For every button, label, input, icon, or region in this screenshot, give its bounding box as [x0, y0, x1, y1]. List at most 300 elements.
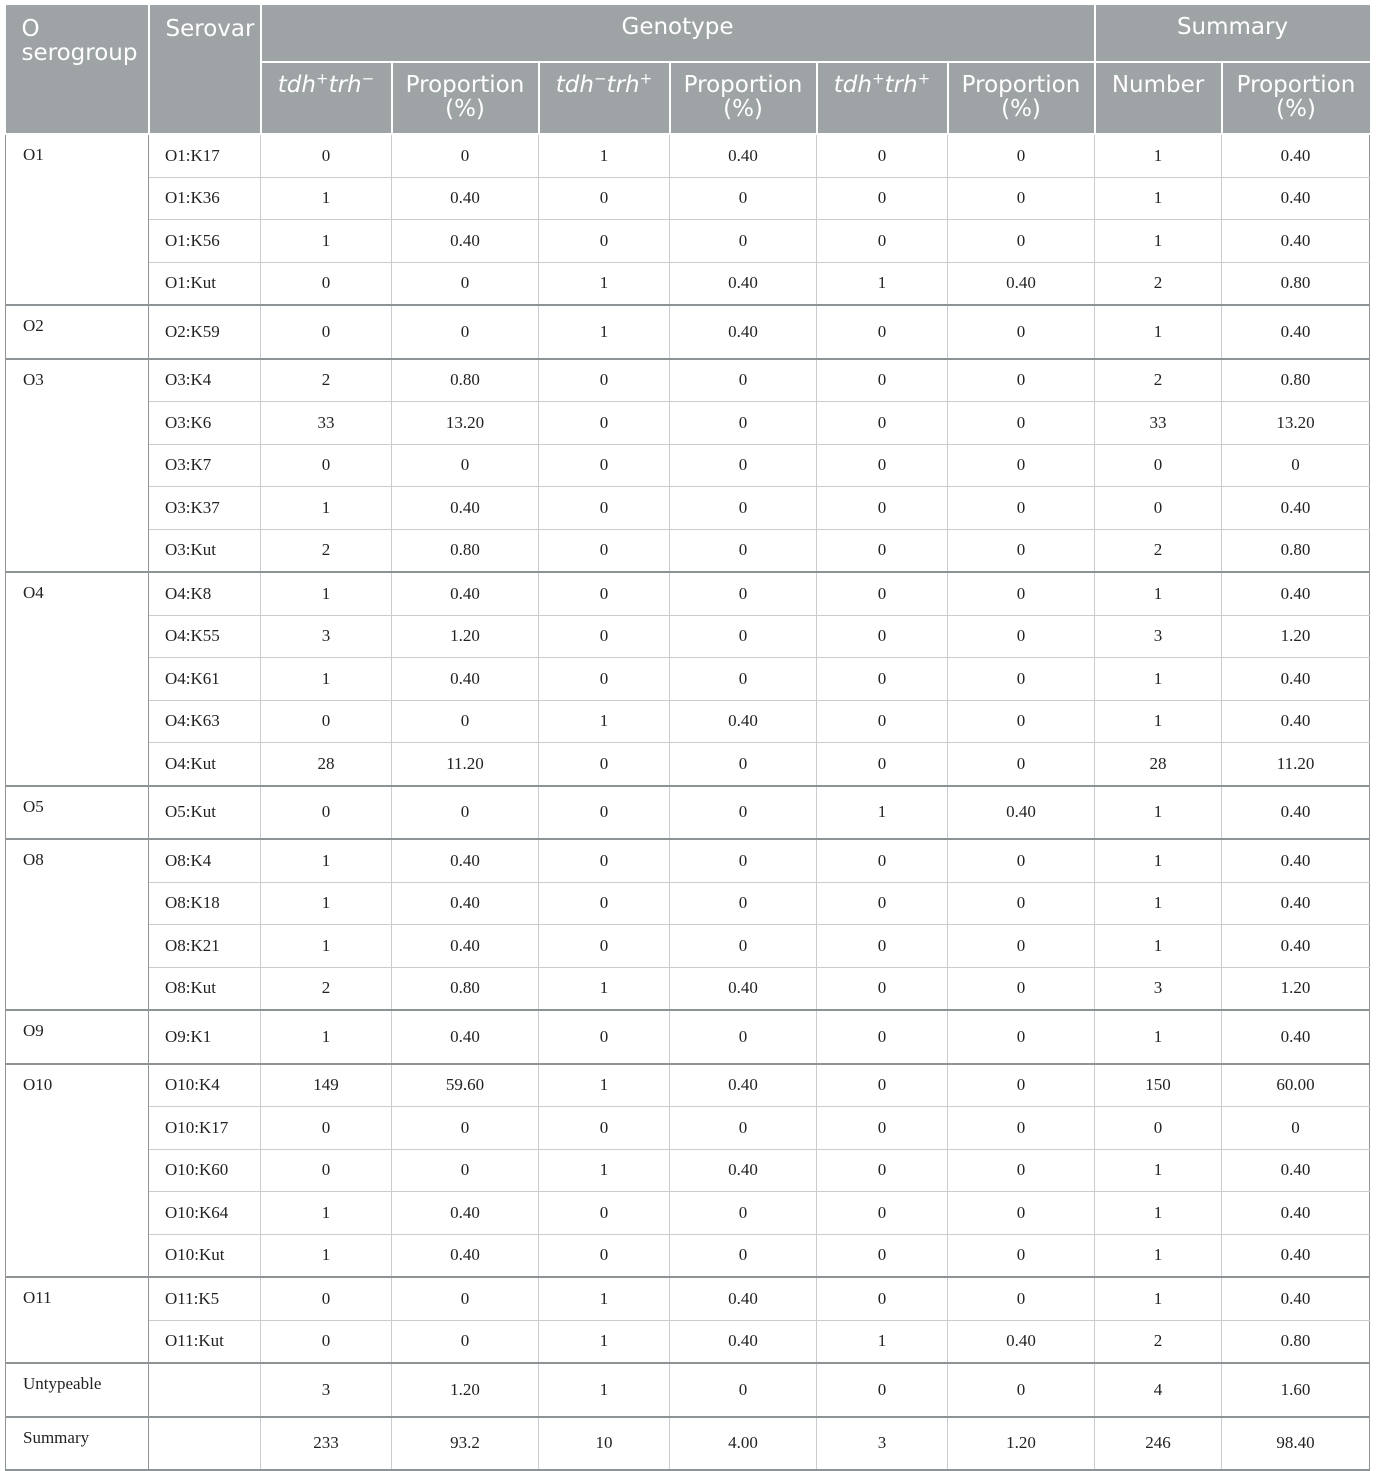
cell-proportion: 0.40 — [392, 572, 539, 615]
header-genotype: Genotype — [261, 5, 1095, 62]
cell-tdh-plus-trh-plus: 0 — [817, 615, 948, 658]
cell-tdh-minus-trh-plus: 0 — [539, 743, 670, 786]
cell-proportion: 0 — [948, 1234, 1095, 1277]
cell-tdh-plus-trh-plus: 0 — [817, 359, 948, 402]
header-proportion: Proportion (%) — [1222, 62, 1370, 134]
cell-tdh-plus-trh-minus: 1 — [261, 839, 392, 882]
cell-summary-number: 0 — [1095, 444, 1222, 487]
cell-tdh-plus-trh-plus: 1 — [817, 1320, 948, 1363]
cell-summary-proportion: 60.00 — [1222, 1064, 1370, 1107]
cell-summary-proportion: 0.80 — [1222, 1320, 1370, 1363]
cell-proportion: 0 — [392, 262, 539, 305]
genotype-sup2: − — [361, 69, 375, 88]
cell-tdh-plus-trh-minus: 0 — [261, 1107, 392, 1150]
cell-tdh-minus-trh-plus: 0 — [539, 786, 670, 840]
cell-tdh-minus-trh-plus: 0 — [539, 839, 670, 882]
cell-serovar: O5:Kut — [149, 786, 261, 840]
cell-tdh-plus-trh-minus: 1 — [261, 487, 392, 530]
cell-proportion: 0.40 — [392, 1010, 539, 1064]
cell-tdh-plus-trh-plus: 0 — [817, 305, 948, 359]
cell-summary-proportion: 0.40 — [1222, 305, 1370, 359]
cell-proportion: 0 — [392, 134, 539, 177]
table-row — [6, 487, 1370, 530]
genotype-sup1: + — [315, 69, 329, 88]
cell-proportion: 0 — [948, 700, 1095, 743]
cell-proportion: 0 — [948, 529, 1095, 572]
cell-summary-number: 1 — [1095, 925, 1222, 968]
cell-proportion: 93.2 — [392, 1417, 539, 1471]
cell-summary-proportion: 13.20 — [1222, 402, 1370, 445]
table-row — [6, 1149, 1370, 1192]
cell-proportion: 0.80 — [392, 967, 539, 1010]
cell-summary-number: 2 — [1095, 359, 1222, 402]
cell-proportion: 0 — [670, 786, 817, 840]
cell-proportion: 0 — [948, 1010, 1095, 1064]
table-row — [6, 1277, 1370, 1320]
table-row — [6, 402, 1370, 445]
cell-tdh-minus-trh-plus: 10 — [539, 1417, 670, 1471]
cell-tdh-minus-trh-plus: 1 — [539, 134, 670, 177]
cell-tdh-plus-trh-minus: 0 — [261, 1277, 392, 1320]
cell-tdh-plus-trh-minus: 1 — [261, 925, 392, 968]
cell-o-serogroup: O9 — [6, 1010, 149, 1064]
cell-summary-number: 28 — [1095, 743, 1222, 786]
cell-tdh-plus-trh-minus: 2 — [261, 359, 392, 402]
cell-proportion: 1.20 — [948, 1417, 1095, 1471]
cell-tdh-plus-trh-minus: 2 — [261, 529, 392, 572]
cell-o-serogroup: Summary — [6, 1417, 149, 1471]
table-row — [6, 882, 1370, 925]
cell-summary-number: 2 — [1095, 262, 1222, 305]
table-row — [6, 615, 1370, 658]
cell-serovar: O11:K5 — [149, 1277, 261, 1320]
cell-serovar: O4:K8 — [149, 572, 261, 615]
cell-serovar: O4:K63 — [149, 700, 261, 743]
cell-tdh-plus-trh-plus: 0 — [817, 658, 948, 701]
cell-proportion: 0.40 — [670, 967, 817, 1010]
cell-proportion: 0 — [670, 359, 817, 402]
cell-proportion: 0 — [948, 925, 1095, 968]
cell-tdh-plus-trh-minus: 0 — [261, 1149, 392, 1192]
cell-tdh-plus-trh-minus: 233 — [261, 1417, 392, 1471]
cell-serovar: O10:K64 — [149, 1192, 261, 1235]
cell-proportion: 0.40 — [392, 925, 539, 968]
cell-tdh-minus-trh-plus: 0 — [539, 882, 670, 925]
header-summary: Summary — [1095, 5, 1370, 62]
header-genotype-tdh-minus-trh-plus — [539, 62, 670, 134]
cell-serovar: O3:Kut — [149, 529, 261, 572]
cell-tdh-plus-trh-plus: 1 — [817, 786, 948, 840]
cell-proportion: 0 — [670, 177, 817, 220]
cell-tdh-minus-trh-plus: 0 — [539, 220, 670, 263]
cell-summary-proportion: 0.40 — [1222, 925, 1370, 968]
cell-proportion: 0 — [670, 529, 817, 572]
table-row — [6, 359, 1370, 402]
cell-o-serogroup: O5 — [6, 786, 149, 840]
cell-proportion: 0.40 — [670, 134, 817, 177]
cell-tdh-plus-trh-minus: 0 — [261, 134, 392, 177]
cell-proportion: 0.80 — [392, 529, 539, 572]
cell-proportion: 0 — [948, 1277, 1095, 1320]
table-row — [6, 1064, 1370, 1107]
cell-summary-proportion: 0.40 — [1222, 786, 1370, 840]
cell-proportion: 0 — [948, 402, 1095, 445]
cell-proportion: 0.40 — [392, 1234, 539, 1277]
cell-tdh-plus-trh-plus: 0 — [817, 1192, 948, 1235]
cell-proportion: 0 — [948, 359, 1095, 402]
cell-tdh-minus-trh-plus: 0 — [539, 1234, 670, 1277]
cell-summary-number: 1 — [1095, 700, 1222, 743]
cell-proportion: 0 — [670, 402, 817, 445]
cell-tdh-plus-trh-minus: 1 — [261, 1010, 392, 1064]
cell-tdh-plus-trh-plus: 0 — [817, 529, 948, 572]
cell-proportion: 0 — [948, 658, 1095, 701]
cell-proportion: 0 — [948, 1064, 1095, 1107]
cell-tdh-minus-trh-plus: 0 — [539, 925, 670, 968]
cell-summary-proportion: 0.80 — [1222, 529, 1370, 572]
cell-tdh-plus-trh-plus: 0 — [817, 220, 948, 263]
cell-proportion: 0 — [670, 444, 817, 487]
cell-summary-proportion: 0.40 — [1222, 220, 1370, 263]
cell-tdh-minus-trh-plus: 1 — [539, 1363, 670, 1417]
cell-summary-proportion: 0.40 — [1222, 700, 1370, 743]
table-row — [6, 1320, 1370, 1363]
cell-tdh-plus-trh-minus: 0 — [261, 1320, 392, 1363]
cell-tdh-plus-trh-plus: 0 — [817, 1064, 948, 1107]
cell-serovar: O8:K18 — [149, 882, 261, 925]
cell-serovar: O1:K36 — [149, 177, 261, 220]
cell-proportion: 0 — [392, 305, 539, 359]
cell-tdh-plus-trh-minus: 1 — [261, 220, 392, 263]
cell-summary-number: 3 — [1095, 615, 1222, 658]
cell-proportion: 0 — [392, 1107, 539, 1150]
cell-o-serogroup: Untypeable — [6, 1363, 149, 1417]
cell-proportion: 0.40 — [948, 262, 1095, 305]
cell-serovar: O4:K55 — [149, 615, 261, 658]
cell-proportion: 0 — [948, 743, 1095, 786]
cell-summary-proportion: 0.40 — [1222, 1192, 1370, 1235]
table-row — [6, 839, 1370, 882]
cell-proportion: 0 — [948, 444, 1095, 487]
cell-o-serogroup: O3 — [6, 359, 149, 573]
cell-tdh-plus-trh-minus: 149 — [261, 1064, 392, 1107]
cell-tdh-minus-trh-plus: 0 — [539, 444, 670, 487]
cell-tdh-plus-trh-plus: 0 — [817, 743, 948, 786]
table-row — [6, 743, 1370, 786]
cell-proportion: 0.40 — [392, 882, 539, 925]
cell-summary-number: 33 — [1095, 402, 1222, 445]
header-serovar: Serovar — [149, 5, 261, 134]
cell-proportion: 0.40 — [392, 177, 539, 220]
cell-summary-proportion: 0.40 — [1222, 658, 1370, 701]
cell-summary-proportion: 0.40 — [1222, 487, 1370, 530]
cell-tdh-plus-trh-minus: 1 — [261, 572, 392, 615]
cell-serovar: O2:K59 — [149, 305, 261, 359]
cell-serovar: O9:K1 — [149, 1010, 261, 1064]
genotype-base1: tdh — [555, 72, 594, 98]
genotype-base1: tdh — [277, 72, 316, 98]
cell-serovar: O10:Kut — [149, 1234, 261, 1277]
cell-proportion: 13.20 — [392, 402, 539, 445]
cell-summary-proportion: 0.40 — [1222, 1010, 1370, 1064]
cell-proportion: 0 — [670, 1192, 817, 1235]
cell-summary-number: 1 — [1095, 658, 1222, 701]
cell-tdh-minus-trh-plus: 0 — [539, 1192, 670, 1235]
cell-proportion: 0.40 — [670, 1277, 817, 1320]
cell-tdh-plus-trh-plus: 0 — [817, 134, 948, 177]
cell-summary-proportion: 0 — [1222, 444, 1370, 487]
cell-proportion: 0 — [670, 882, 817, 925]
table-row — [6, 1234, 1370, 1277]
cell-summary-number: 1 — [1095, 1192, 1222, 1235]
cell-tdh-plus-trh-minus: 28 — [261, 743, 392, 786]
cell-tdh-plus-trh-minus: 1 — [261, 658, 392, 701]
cell-tdh-plus-trh-plus: 0 — [817, 487, 948, 530]
cell-proportion: 0 — [392, 786, 539, 840]
table-row — [6, 925, 1370, 968]
cell-tdh-minus-trh-plus: 0 — [539, 615, 670, 658]
cell-proportion: 0 — [670, 1234, 817, 1277]
cell-serovar: O10:K17 — [149, 1107, 261, 1150]
cell-tdh-minus-trh-plus: 0 — [539, 572, 670, 615]
table-row — [6, 177, 1370, 220]
cell-tdh-plus-trh-plus: 0 — [817, 839, 948, 882]
cell-summary-number: 1 — [1095, 220, 1222, 263]
cell-proportion: 0 — [948, 839, 1095, 882]
cell-summary-number: 1 — [1095, 786, 1222, 840]
cell-serovar: O8:K4 — [149, 839, 261, 882]
cell-o-serogroup: O2 — [6, 305, 149, 359]
cell-proportion: 0 — [948, 134, 1095, 177]
cell-tdh-plus-trh-plus: 0 — [817, 967, 948, 1010]
header-genotype-tdh-plus-trh-minus — [261, 62, 392, 134]
header-proportion: Proportion (%) — [948, 62, 1095, 134]
cell-serovar: O10:K60 — [149, 1149, 261, 1192]
cell-serovar — [149, 1417, 261, 1471]
cell-o-serogroup: O10 — [6, 1064, 149, 1278]
cell-tdh-minus-trh-plus: 1 — [539, 1277, 670, 1320]
cell-proportion: 0.40 — [670, 1149, 817, 1192]
cell-summary-proportion: 1.20 — [1222, 615, 1370, 658]
header-proportion: Proportion (%) — [392, 62, 539, 134]
header-proportion: Proportion (%) — [670, 62, 817, 134]
cell-o-serogroup: O4 — [6, 572, 149, 786]
cell-summary-number: 1 — [1095, 882, 1222, 925]
genotype-sup1: + — [871, 69, 885, 88]
cell-proportion: 4.00 — [670, 1417, 817, 1471]
cell-summary-proportion: 0.40 — [1222, 1149, 1370, 1192]
cell-proportion: 1.20 — [392, 1363, 539, 1417]
table-row — [6, 529, 1370, 572]
table-row — [6, 134, 1370, 177]
cell-summary-number: 1 — [1095, 1234, 1222, 1277]
cell-proportion: 0.40 — [670, 700, 817, 743]
cell-proportion: 0 — [948, 1192, 1095, 1235]
cell-summary-proportion: 0 — [1222, 1107, 1370, 1150]
cell-summary-proportion: 0.40 — [1222, 134, 1370, 177]
cell-tdh-plus-trh-plus: 0 — [817, 1149, 948, 1192]
cell-proportion: 0.40 — [392, 658, 539, 701]
cell-tdh-plus-trh-minus: 1 — [261, 177, 392, 220]
cell-tdh-plus-trh-plus: 0 — [817, 444, 948, 487]
table-row — [6, 262, 1370, 305]
cell-serovar: O3:K6 — [149, 402, 261, 445]
cell-tdh-minus-trh-plus: 1 — [539, 967, 670, 1010]
genotype-base1: tdh — [833, 72, 872, 98]
cell-tdh-minus-trh-plus: 0 — [539, 402, 670, 445]
cell-summary-number: 4 — [1095, 1363, 1222, 1417]
header-number: Number — [1095, 62, 1222, 134]
cell-tdh-minus-trh-plus: 0 — [539, 177, 670, 220]
cell-summary-number: 1 — [1095, 839, 1222, 882]
cell-proportion: 11.20 — [392, 743, 539, 786]
cell-proportion: 0.40 — [392, 487, 539, 530]
cell-proportion: 0 — [392, 700, 539, 743]
cell-tdh-plus-trh-plus: 1 — [817, 262, 948, 305]
table-row — [6, 220, 1370, 263]
cell-proportion: 0 — [670, 487, 817, 530]
cell-proportion: 0 — [948, 967, 1095, 1010]
cell-proportion: 0 — [948, 177, 1095, 220]
cell-tdh-minus-trh-plus: 1 — [539, 700, 670, 743]
cell-summary-number: 0 — [1095, 1107, 1222, 1150]
cell-summary-number: 1 — [1095, 177, 1222, 220]
cell-summary-number: 3 — [1095, 967, 1222, 1010]
cell-summary-proportion: 98.40 — [1222, 1417, 1370, 1471]
cell-tdh-plus-trh-plus: 0 — [817, 1277, 948, 1320]
cell-serovar: O1:Kut — [149, 262, 261, 305]
cell-summary-proportion: 0.40 — [1222, 882, 1370, 925]
cell-tdh-minus-trh-plus: 0 — [539, 658, 670, 701]
cell-tdh-plus-trh-plus: 0 — [817, 700, 948, 743]
cell-tdh-minus-trh-plus: 0 — [539, 1107, 670, 1150]
cell-proportion: 0 — [670, 572, 817, 615]
table-row — [6, 967, 1370, 1010]
cell-tdh-plus-trh-minus: 0 — [261, 700, 392, 743]
cell-proportion: 0.40 — [670, 305, 817, 359]
cell-summary-number: 150 — [1095, 1064, 1222, 1107]
cell-tdh-plus-trh-minus: 0 — [261, 305, 392, 359]
cell-proportion: 0.40 — [670, 1320, 817, 1363]
cell-proportion: 0 — [392, 1277, 539, 1320]
serovar-genotype-table — [5, 5, 1370, 1471]
cell-proportion: 0.40 — [948, 1320, 1095, 1363]
cell-proportion: 1.20 — [392, 615, 539, 658]
cell-proportion: 0 — [948, 882, 1095, 925]
cell-serovar: O4:Kut — [149, 743, 261, 786]
cell-proportion: 0.80 — [392, 359, 539, 402]
genotype-base2: trh — [884, 72, 918, 98]
cell-serovar: O4:K61 — [149, 658, 261, 701]
cell-tdh-minus-trh-plus: 0 — [539, 529, 670, 572]
genotype-sup2: + — [917, 69, 931, 88]
cell-proportion: 0.40 — [392, 839, 539, 882]
cell-o-serogroup: O8 — [6, 839, 149, 1010]
table-row — [6, 1010, 1370, 1064]
cell-proportion: 0 — [392, 444, 539, 487]
cell-tdh-plus-trh-plus: 0 — [817, 1363, 948, 1417]
cell-tdh-minus-trh-plus: 1 — [539, 1320, 670, 1363]
genotype-base2: trh — [328, 72, 362, 98]
cell-tdh-plus-trh-plus: 0 — [817, 1234, 948, 1277]
cell-summary-proportion: 0.40 — [1222, 572, 1370, 615]
cell-tdh-plus-trh-minus: 3 — [261, 615, 392, 658]
cell-proportion: 0 — [670, 220, 817, 263]
genotype-sup2: + — [639, 69, 653, 88]
table-row — [6, 305, 1370, 359]
cell-tdh-plus-trh-minus: 2 — [261, 967, 392, 1010]
cell-proportion: 0 — [948, 572, 1095, 615]
cell-summary-number: 1 — [1095, 1010, 1222, 1064]
cell-proportion: 0 — [670, 1363, 817, 1417]
cell-tdh-plus-trh-plus: 0 — [817, 882, 948, 925]
cell-tdh-plus-trh-minus: 0 — [261, 786, 392, 840]
cell-summary-proportion: 0.40 — [1222, 839, 1370, 882]
cell-tdh-plus-trh-minus: 1 — [261, 882, 392, 925]
cell-summary-proportion: 11.20 — [1222, 743, 1370, 786]
cell-proportion: 0 — [948, 220, 1095, 263]
cell-proportion: 59.60 — [392, 1064, 539, 1107]
cell-serovar: O8:K21 — [149, 925, 261, 968]
cell-proportion: 0.40 — [392, 1192, 539, 1235]
cell-summary-proportion: 0.80 — [1222, 262, 1370, 305]
cell-tdh-minus-trh-plus: 1 — [539, 305, 670, 359]
genotype-sup1: − — [593, 69, 607, 88]
cell-proportion: 0 — [948, 1149, 1095, 1192]
cell-proportion: 0 — [948, 1107, 1095, 1150]
cell-o-serogroup: O11 — [6, 1277, 149, 1363]
cell-proportion: 0 — [670, 658, 817, 701]
cell-tdh-minus-trh-plus: 0 — [539, 359, 670, 402]
cell-tdh-minus-trh-plus: 0 — [539, 487, 670, 530]
cell-tdh-plus-trh-minus: 1 — [261, 1192, 392, 1235]
cell-tdh-plus-trh-plus: 0 — [817, 1107, 948, 1150]
cell-serovar: O3:K37 — [149, 487, 261, 530]
cell-proportion: 0 — [670, 615, 817, 658]
cell-summary-proportion: 1.60 — [1222, 1363, 1370, 1417]
cell-summary-number: 2 — [1095, 1320, 1222, 1363]
cell-o-serogroup: O1 — [6, 134, 149, 305]
table-row — [6, 444, 1370, 487]
cell-tdh-minus-trh-plus: 1 — [539, 1064, 670, 1107]
table-row — [6, 700, 1370, 743]
cell-proportion: 0 — [670, 1107, 817, 1150]
table-row — [6, 1192, 1370, 1235]
cell-tdh-minus-trh-plus: 0 — [539, 1010, 670, 1064]
cell-summary-proportion: 0.40 — [1222, 1234, 1370, 1277]
cell-proportion: 0 — [948, 1363, 1095, 1417]
cell-tdh-plus-trh-plus: 0 — [817, 1010, 948, 1064]
cell-serovar: O10:K4 — [149, 1064, 261, 1107]
cell-summary-number: 0 — [1095, 487, 1222, 530]
serovar-genotype-table-container — [5, 5, 1369, 1471]
cell-summary-number: 1 — [1095, 1149, 1222, 1192]
cell-summary-number: 1 — [1095, 305, 1222, 359]
cell-summary-proportion: 0.40 — [1222, 177, 1370, 220]
cell-proportion: 0 — [948, 615, 1095, 658]
cell-proportion: 0 — [670, 743, 817, 786]
cell-proportion: 0.40 — [670, 262, 817, 305]
cell-proportion: 0 — [392, 1320, 539, 1363]
cell-serovar: O1:K17 — [149, 134, 261, 177]
cell-summary-number: 1 — [1095, 134, 1222, 177]
cell-proportion: 0.40 — [392, 220, 539, 263]
table-row — [6, 658, 1370, 701]
cell-serovar — [149, 1363, 261, 1417]
table-row — [6, 572, 1370, 615]
cell-tdh-plus-trh-minus: 0 — [261, 444, 392, 487]
table-row — [6, 1417, 1370, 1471]
